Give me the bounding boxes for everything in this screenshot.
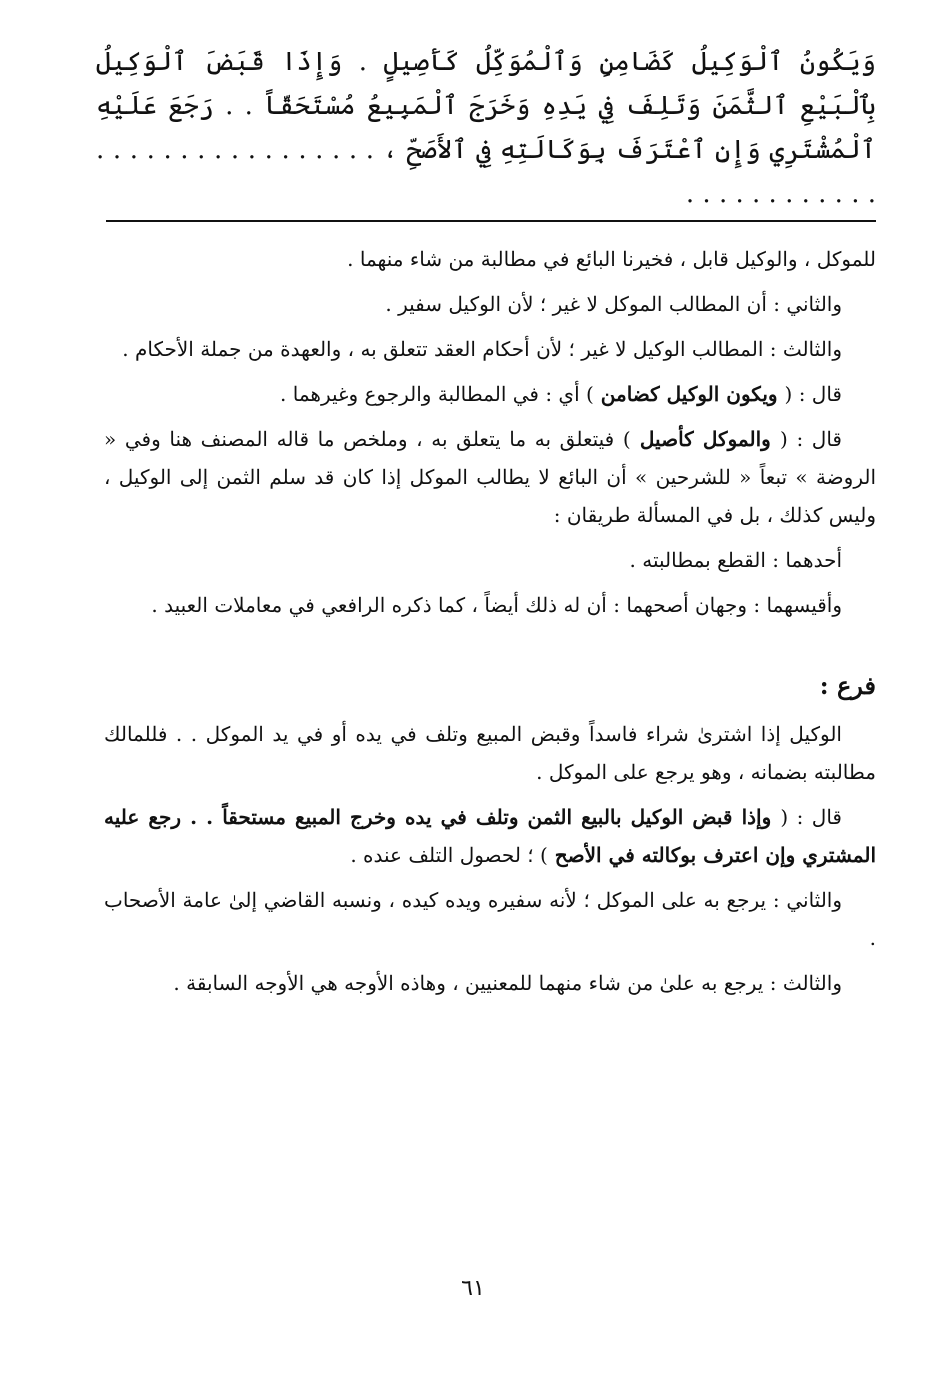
commentary-paragraph-9 — [104, 798, 876, 874]
quote-rest: ) أي : في المطالبة والرجوع وغيرهما . — [280, 382, 594, 406]
matn-text-block — [96, 40, 876, 216]
footnote-separator-line — [106, 220, 876, 222]
quoted-matn: والموكل كأصيل — [630, 427, 781, 451]
quote-open: قال : ( — [780, 805, 842, 829]
section-heading-far: فرع : — [819, 671, 876, 700]
quote-open: قال : ( — [784, 382, 842, 406]
commentary-paragraph-5 — [104, 420, 876, 534]
commentary-paragraph-7: وأقيسهما : وجهان أصحهما : أن له ذلك أيضاً ، كما ذكره الرافعي في معاملات العبيد . — [151, 593, 842, 617]
quote-open: قال : ( — [780, 427, 842, 451]
quote-rest: ) فيتعلق به ما يتعلق به ، وملخص ما قاله المصنف هنا وفي « الروضة » تبعاً « للشرحين » أن البائع لا يطالب الموكل إذا كان قد سلم الثمن إلى الوكيل ، وليس كذلك ، بل في المسألة طريقان : — [104, 427, 876, 527]
section-gap — [104, 631, 876, 667]
matn-paragraph: وَيَكُونُ ٱلْوَكِيلُ كَضَامِنٍ وَٱلْمُوَكِّلُ كَأَصِيلٍ . وَإِذَا قَبَضَ ٱلْوَكِيلُ بِٱلْبَيْعِ ٱلثَّمَنَ وَتَلِفَ فِي يَدِهِ وَخَرَجَ ٱلْمَبِيعُ مُسْتَحَقّاً . . رَجَعَ عَلَيْهِ ٱلْمُشْتَرِي وَإِنِ ٱعْتَرَفَ بِوَكَالَتِهِ فِي ٱلأَصَحِّ ، . . . . . . . . . . . . . . . . . . . . . . . . . . . . . — [96, 47, 876, 209]
commentary-paragraph-11: والثالث : يرجع به علىٰ من شاء منهما للمعنيين ، وهاذه الأوجه هي الأوجه السابقة . — [173, 971, 842, 995]
quote-rest: ) ؛ لحصول التلف عنده . — [350, 843, 548, 867]
page-number: ٦١ — [461, 1276, 485, 1301]
commentary-paragraph-2: والثاني : أن المطالب الموكل لا غير ؛ لأن الوكيل سفير . — [385, 292, 842, 316]
commentary-paragraph-4 — [104, 375, 876, 413]
commentary-paragraph-8: الوكيل إذا اشترىٰ شراء فاسداً وقبض المبيع وتلف في يده أو في يد الموكل . . فللمالك مطالبته بضمانه ، وهو يرجع على الموكل . — [104, 722, 876, 784]
commentary-paragraph-6: أحدهما : القطع بمطالبته . — [629, 548, 842, 572]
quoted-matn: ويكون الوكيل كضامن — [593, 382, 785, 406]
quoted-matn: وإذا قبض الوكيل بالبيع الثمن وتلف في يده وخرج المبيع مستحقاً . . رجع عليه المشتري وإن اعترف بوكالته في الأصح — [104, 805, 876, 867]
commentary-paragraph-1: للموكل ، والوكيل قابل ، فخيرنا البائع في مطالبة من شاء منهما . — [347, 247, 876, 271]
commentary-block — [104, 240, 876, 1009]
commentary-paragraph-10: والثاني : يرجع به على الموكل ؛ لأنه سفيره ويده كيده ، ونسبه القاضي إلىٰ عامة الأصحاب . — [104, 888, 876, 950]
commentary-paragraph-3: والثالث : المطالب الوكيل لا غير ؛ لأن أحكام العقد تتعلق به ، والعهدة من جملة الأحكام . — [122, 337, 842, 361]
